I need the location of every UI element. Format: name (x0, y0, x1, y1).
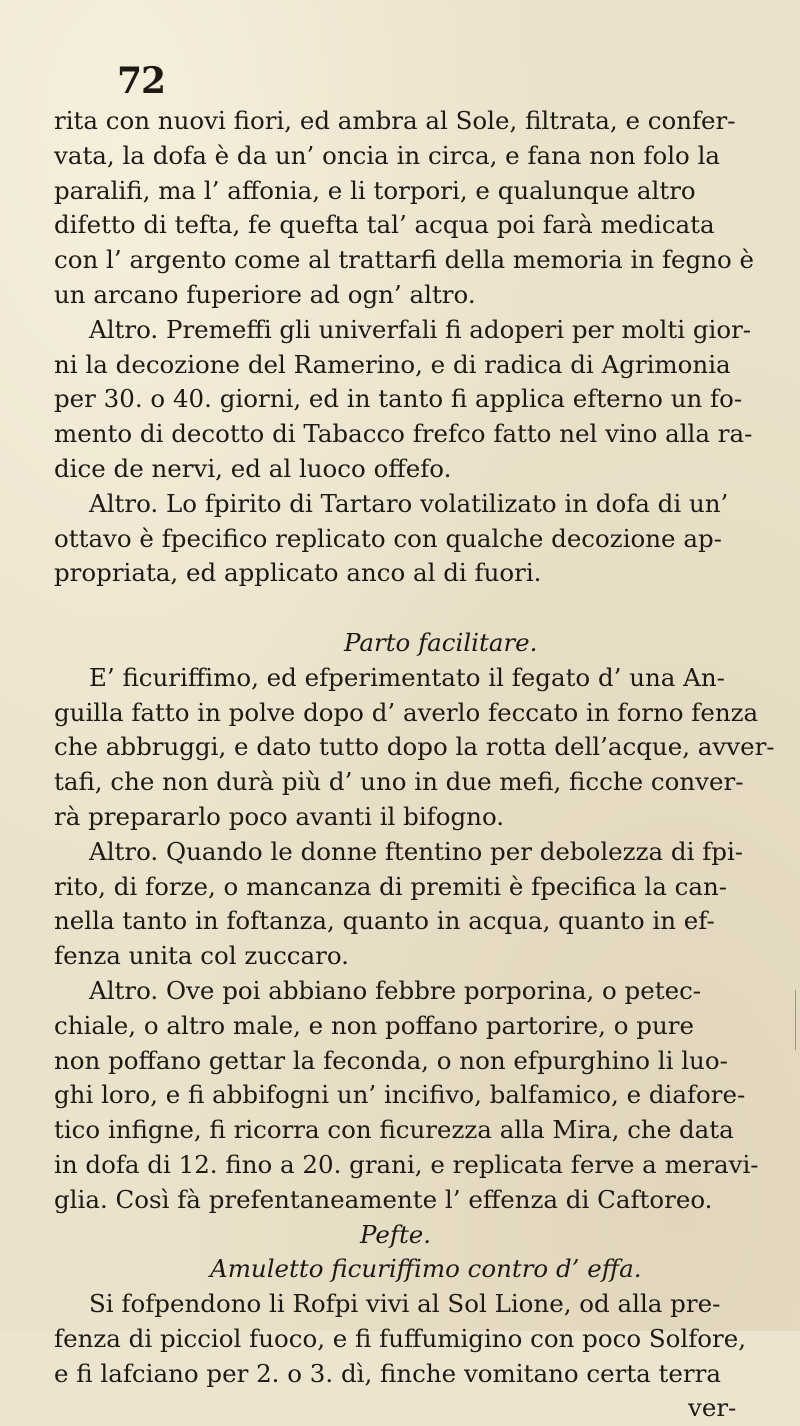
text-line: ni la decozione del Ramerino, e di radica di Agrimonia (54, 349, 731, 379)
text-line: fenza unita col zuccaro. (54, 941, 349, 971)
text-line: nella tanto in foftanza, quanto in acqua, quanto in ef- (54, 906, 715, 936)
subsection-heading: Amuletto ficuriffimo contro d’ effa. (210, 1254, 642, 1284)
text-line: vata, la dofa è da un’ oncia in circa, e fana non folo la (54, 140, 721, 170)
section-heading: Parto facilitare. (344, 627, 538, 657)
text-line: Altro. Quando le donne ftentino per debolezza di fpi- (89, 836, 744, 866)
text-line: per 30. o 40. giorni, ed in tanto fi applica efterno un fo- (54, 384, 743, 414)
text-line: Si fofpendono li Rofpi vivi al Sol Lione, od alla pre- (89, 1289, 721, 1319)
section-heading: Pefte. (360, 1219, 432, 1249)
text-line: in dofa di 12. fino a 20. grani, e replicata ferve a meravi- (54, 1149, 759, 1179)
text-line: Altro. Premeffi gli univerfali fi adoperi per molti gior- (89, 314, 752, 344)
text-line: Altro. Lo fpirito di Tartaro volatilizato in dofa di un’ (89, 488, 729, 518)
text-line: con l’ argento come al trattarfi della memoria in fegno è (54, 245, 755, 275)
text-line: tafi, che non durà più d’ uno in due mefi, ficche conver- (54, 767, 744, 797)
text-line: dice de nervi, ed al luoco offefo. (54, 453, 452, 483)
text-line: Altro. Ove poi abbiano febbre porporina, o petec- (89, 975, 702, 1005)
text-line: difetto di tefta, fe quefta tal’ acqua poi farà medicata (54, 210, 715, 240)
text-line: un arcano fuperiore ad ogn’ altro. (54, 279, 476, 309)
text-line: E’ ficuriffimo, ed efperimentato il fegato d’ una An- (89, 662, 725, 692)
text-line: paralifi, ma l’ affonia, e li torpori, e qualunque altro (54, 175, 696, 205)
text-line: e fi lafciano per 2. o 3. dì, finche vomitano certa terra (54, 1358, 721, 1388)
text-line: propriata, ed applicato anco al di fuori. (54, 558, 542, 588)
text-line: chiale, o altro male, e non poffano partorire, o pure (54, 1010, 694, 1040)
blank-line (54, 591, 784, 626)
text-line: ottavo è fpecifico replicato con qualche decozione ap- (54, 523, 722, 553)
text-line: tico infigne, fi ricorra con ficurezza alla Mira, che data (54, 1115, 734, 1145)
text-line: rita con nuovi fiori, ed ambra al Sole, filtrata, e confer- (54, 106, 736, 135)
page-number: 72 (117, 60, 166, 102)
text-line: rà prepararlo poco avanti il bifogno. (54, 801, 505, 831)
text-line: glia. Così fà prefentaneamente l’ effenza di Caftoreo. (54, 1184, 713, 1214)
text-line: guilla fatto in polve dopo d’ averlo feccato in forno fenza (54, 697, 759, 727)
text-line: non poffano gettar la feconda, o non efpurghino li luo- (54, 1045, 728, 1075)
catchword: ver- (688, 1393, 737, 1423)
text-line: ghi loro, e fi abbifogni un’ incifivo, balfamico, e diafore- (54, 1080, 746, 1110)
text-line: rito, di forze, o mancanza di premiti è fpecifica la can- (54, 871, 728, 901)
text-line: che abbruggi, e dato tutto dopo la rotta dell’acque, avver- (54, 732, 775, 762)
text-line: mento di decotto di Tabacco frefco fatto nel vino alla ra- (54, 419, 753, 449)
margin-rule (795, 990, 796, 1050)
text-line: fenza di picciol fuoco, e fi fuffumigino con poco Solfore, (54, 1323, 747, 1353)
page-text (54, 104, 784, 1426)
